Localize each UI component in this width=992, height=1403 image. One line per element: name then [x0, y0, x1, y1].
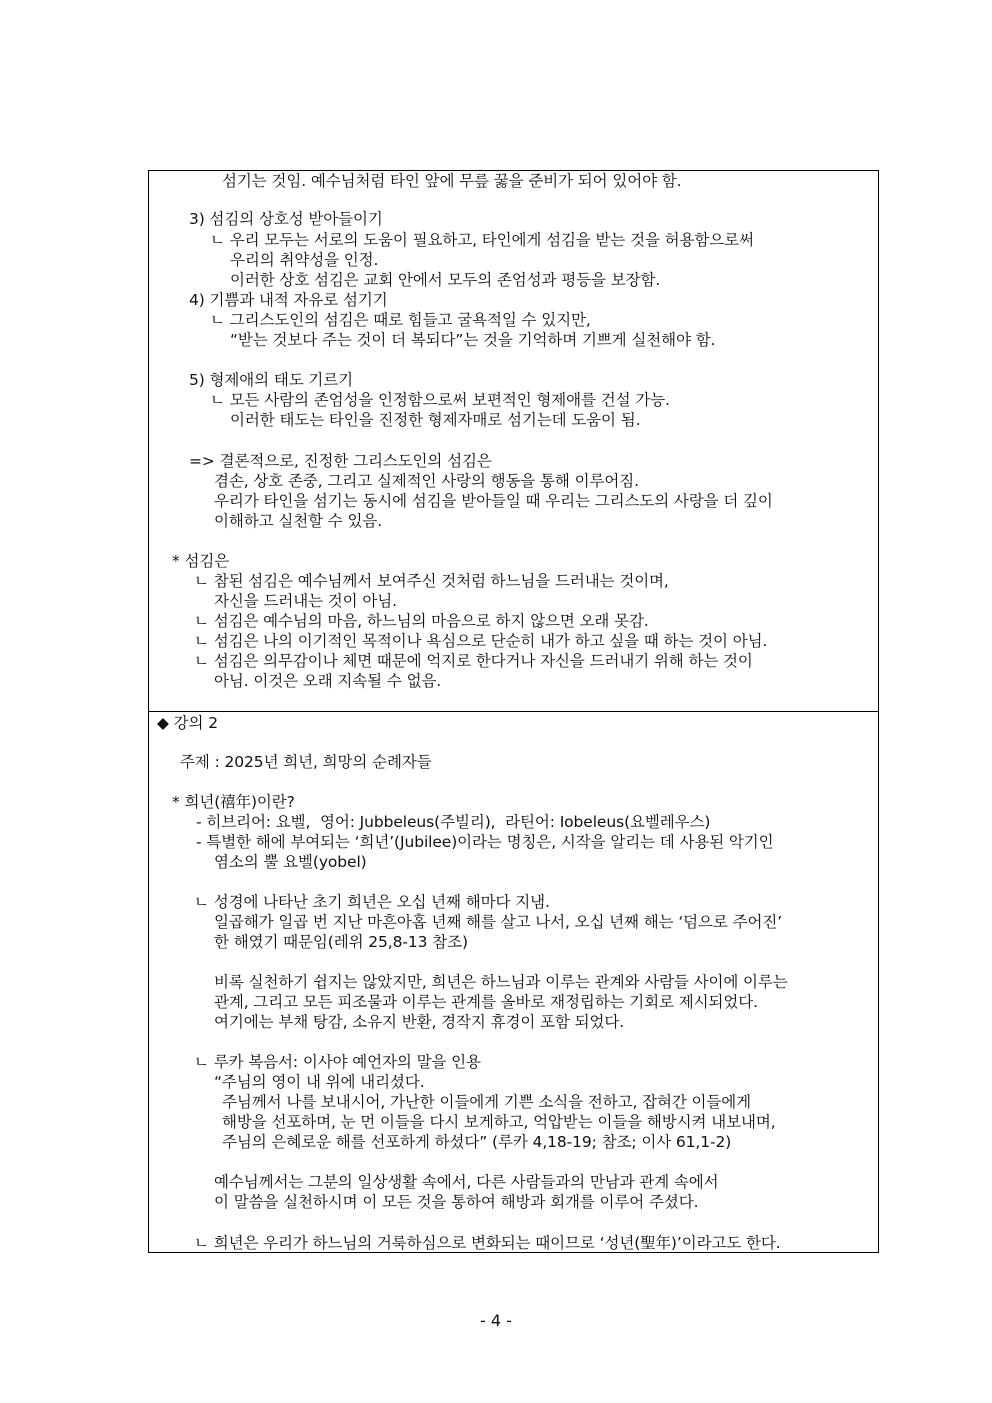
text-line: 아님. 이것은 오래 지속될 수 없음. [214, 672, 442, 690]
quote-line: 해방을 선포하며, 눈 먼 이들을 다시 보게하고, 억압받는 이들을 해방시켜 내보내며, [222, 1113, 776, 1131]
text-line: ㄴ 우리 모두는 서로의 도움이 필요하고, 타인에게 섬김을 받는 것을 허용함으로써 [210, 231, 754, 249]
text-line: 겸손, 상호 존중, 그리고 실제적인 사랑의 행동을 통해 이루어짐. [214, 472, 639, 490]
text-line: ㄴ 희년은 우리가 하느님의 거룩하심으로 변화되는 때이므로 ‘성년(聖年)’이라고도 한다. [194, 1234, 781, 1252]
conclusion-heading: => 결론적으로, 진정한 그리스도인의 섬김은 [189, 452, 492, 470]
text-line: 이러한 상호 섬김은 교회 안에서 모두의 존엄성과 평등을 보장함. [230, 271, 661, 289]
text-line: ㄴ 섬김은 나의 이기적인 목적이나 욕심으로 단순히 내가 하고 싶을 때 하는 것이 아님. [194, 632, 768, 650]
text-line: - 히브리어: 요벨, 영어: Jubbeleus(주빌리), 라틴어: Iobeleus(요벨레우스) [196, 813, 711, 831]
text-line: ㄴ 성경에 나타난 초기 희년은 오십 년째 해마다 지냄. [194, 893, 550, 911]
text-line: 염소의 뿔 요벨(yobel) [214, 853, 367, 871]
lecture-topic: 주제 : 2025년 희년, 희망의 순례자들 [180, 753, 432, 771]
heading-jubilee: * 희년(禧年)이란? [172, 793, 295, 811]
text-line: ㄴ 섬김은 예수님의 마음, 하느님의 마음으로 하지 않으면 오래 못감. [194, 612, 649, 630]
heading-joy: 4) 기쁨과 내적 자유로 섬기기 [189, 291, 388, 309]
text-line: 자신을 드러내는 것이 아님. [214, 592, 397, 610]
text-line: 섬기는 것임. 예수님처럼 타인 앞에 무릎 꿇을 준비가 되어 있어야 함. [222, 172, 682, 190]
quote-line: “주님의 영이 내 위에 내리셨다. [214, 1073, 425, 1091]
heading-service: * 섬김은 [172, 552, 230, 570]
text-line: 일곱해가 일곱 번 지난 마흔아홉 년째 해를 살고 나서, 오십 년째 해는 ‘덤으로 주어진’ [214, 913, 783, 931]
text-line: 이 말씀을 실천하시며 이 모든 것을 통하여 해방과 회개를 이루어 주셨다. [214, 1193, 699, 1211]
text-line: - 특별한 해에 부여되는 ‘희년’(Jubilee)이라는 명칭은, 시작을 알리는 데 사용된 악기인 [196, 833, 774, 851]
text-line: 이러한 태도는 타인을 진정한 형제자매로 섬기는데 도움이 됨. [230, 411, 641, 429]
text-line: ㄴ 섬김은 의무감이나 체면 때문에 억지로 한다거나 자신을 드러내기 위해 하는 것이 [194, 652, 753, 670]
text-line: ㄴ 그리스도인의 섬김은 때로 힘들고 굴욕적일 수 있지만, [210, 311, 591, 329]
quote-line: 주님께서 나를 보내시어, 가난한 이들에게 기쁜 소식을 전하고, 잡혀간 이들에게 [222, 1093, 752, 1111]
text-line: 관계, 그리고 모든 피조물과 이루는 관계를 올바로 재정립하는 기회로 제시되었다. [214, 993, 758, 1011]
text-line: 우리의 취약성을 인정. [230, 251, 379, 269]
text-line: ㄴ 참된 섬김은 예수님께서 보여주신 것처럼 하느님을 드러내는 것이며, [194, 572, 669, 590]
text-line: “받는 것보다 주는 것이 더 복되다”는 것을 기억하며 기쁘게 실천해야 함. [230, 331, 716, 349]
page-number: - 4 - [480, 1311, 512, 1330]
text-line: 예수님께서는 그분의 일상생활 속에서, 다른 사람들과의 만남과 관계 속에서 [214, 1173, 719, 1191]
text-line: 이해하고 실천할 수 있음. [214, 512, 383, 530]
text-line: 우리가 타인을 섬기는 동시에 섬김을 받아들일 때 우리는 그리스도의 사랑을 더 깊이 [214, 492, 773, 510]
text-line: 비록 실천하기 쉽지는 않았지만, 희년은 하느님과 이루는 관계와 사람들 사이에 이루는 [214, 973, 788, 991]
heading-fraternity: 5) 형제애의 태도 기르기 [189, 371, 354, 389]
text-line: 한 해였기 때문임(레위 25,8-13 참조) [214, 933, 468, 951]
lecture-title: ◆ 강의 2 [157, 714, 218, 732]
text-line: ㄴ 모든 사람의 존엄성을 인정함으로써 보편적인 형제애를 건설 가능. [210, 391, 670, 409]
text-line: 여기에는 부채 탕감, 소유지 반환, 경작지 휴경이 포함 되었다. [214, 1013, 625, 1031]
quote-line: 주님의 은혜로운 해를 선포하게 하셨다” (루카 4,18-19; 참조; 이사 61,1-2) [222, 1133, 732, 1151]
text-line: ㄴ 루카 복음서: 이사야 예언자의 말을 인용 [194, 1053, 481, 1071]
heading-mutuality: 3) 섬김의 상호성 받아들이기 [189, 210, 383, 228]
